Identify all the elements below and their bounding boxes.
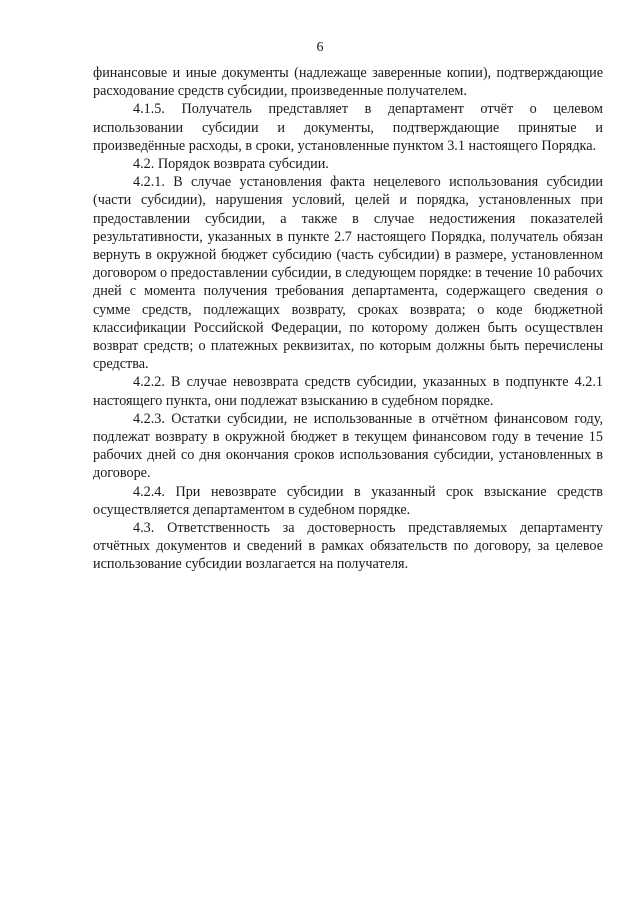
document-body (93, 64, 603, 574)
paragraph-continuation: финансовые и иные документы (надлежаще заверенные копии), подтверждающие расходование средств субсидии, произведенные получателем. (93, 65, 603, 100)
paragraph-4-2-4: 4.2.4. При невозврате субсидии в указанный срок взыскание средств осуществляется департаментом в судебном порядке. (93, 483, 603, 518)
paragraph-4-2-1: 4.2.1. В случае установления факта нецелевого использования субсидии (части субсидии), нарушения условий, целей и порядка, установленных при предоставлении субсидии, а также в случае недостижения показателей результативности, указанных в пункте 2.7 настоящего Порядка, получатель обязан вернуть в окружной бюджет субсидию (часть субсидии) в размере, установленном договором о предоставлении субсидии, в следующем порядке: в течение 10 рабочих дней с момента получения требования департамента, содержащего сведения о сумме средств, подлежащих возврату, сроках возврата; о коде бюджетной классификации Российской Федерации, по которому должен быть осуществлен возврат средств; о платежных реквизитах, по которым должны быть перечислены средства. (93, 174, 603, 373)
page-number: 6 (316, 40, 324, 55)
paragraph-4-1-5: 4.1.5. Получатель представляет в департамент отчёт о целевом использовании субсидии и документы, подтверждающие принятые и произведённые расходы, в сроки, установленные пунктом 3.1 настоящего Порядка. (93, 101, 603, 154)
paragraph-4-2-2: 4.2.2. В случае невозврата средств субсидии, указанных в подпункте 4.2.1 настоящего пункта, они подлежат взысканию в судебном порядке. (93, 374, 603, 409)
paragraph-4-3: 4.3. Ответственность за достоверность представляемых департаменту отчётных документов и сведений в рамках обязательств по договору, за целевое использование субсидии возлагается на получателя. (93, 520, 603, 573)
paragraph-4-2-3: 4.2.3. Остатки субсидии, не использованные в отчётном финансовом году, подлежат возврату в окружной бюджет в текущем финансовом году в течение 15 рабочих дней со дня окончания сроков использования субсидии, установленных в договоре. (93, 410, 603, 482)
paragraph-4-2: 4.2. Порядок возврата субсидии. (133, 156, 329, 173)
